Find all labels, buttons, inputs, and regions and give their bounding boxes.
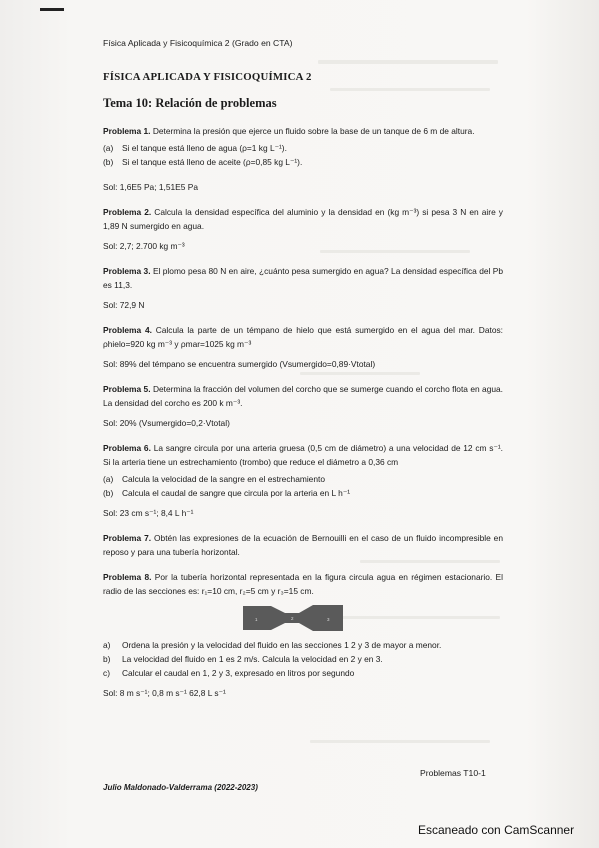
problem-6-items [103, 472, 503, 500]
camscanner-watermark: Escaneado con CamScanner [418, 823, 575, 837]
problem-5: Problema 5. Determina la fracción del volumen del corcho que se sumerge cuando el corcho flota en agua. La densidad del corcho es 200 k m⁻³. [103, 384, 503, 408]
document-subtitle: Tema 10: Relación de problemas [103, 96, 277, 110]
solution-5: Sol: 20% (Vsumergido=0,2·Vtotal) [103, 418, 230, 428]
solution-3: Sol: 72,9 N [103, 300, 145, 310]
problem-8: Problema 8. Por la tubería horizontal representada en la figura circula agua en régimen estacionario. El radio de las secciones es: r₁=10 cm, r₂=5 cm y r₃=15 cm. [103, 572, 503, 596]
problem-text: Determina la presión que ejerce un fluido sobre la base de un tanque de 6 m de altura. [152, 126, 475, 136]
problem-2: Problema 2. Calcula la densidad específica del aluminio y la densidad en (kg m⁻³) si pesa 3 N en aire y 1,89 N sumergido en agua. [103, 207, 503, 231]
solution-6: Sol: 23 cm s⁻¹; 8,4 L h⁻¹ [103, 508, 194, 518]
solution-4: Sol: 89% del témpano se encuentra sumergido (Vsumergido=0,89·Vtotal) [103, 359, 376, 369]
list-item: b) La velocidad del fluido en 1 es 2 m/s. Calcula la velocidad en 2 y en 3. [103, 654, 383, 664]
list-item: (b) Si el tanque está lleno de aceite (ρ=0,85 kg L⁻¹). [103, 157, 303, 167]
section-label-2: 2 [291, 616, 294, 621]
problem-list [103, 124, 503, 700]
solution-2: Sol: 2,7; 2.700 kg m⁻³ [103, 241, 185, 251]
solution-8: Sol: 8 m s⁻¹; 0,8 m s⁻¹ 62,8 L s⁻¹ [103, 688, 226, 698]
problem-1-items [103, 141, 503, 169]
list-item: a) Ordena la presión y la velocidad del fluido en las secciones 1 2 y 3 de mayor a menor. [103, 640, 442, 650]
page-label: Problemas T10-1 [420, 768, 486, 778]
author-credit: Julio Maldonado-Valderrama (2022-2023) [103, 783, 258, 792]
problem-6: Problema 6. La sangre circula por una arteria gruesa (0,5 cm de diámetro) a una velocidad de 12 cm s⁻¹. Si la arteria tiene un estrechamiento (trombo) que reduce el diámetro a 0,36 cm [103, 443, 503, 467]
problem-8-items [103, 638, 503, 680]
document-title: FÍSICA APLICADA Y FISICOQUÍMICA 2 [103, 71, 312, 83]
list-item: (a) Calcula la velocidad de la sangre en el estrechamiento [103, 474, 325, 484]
list-item: c) Calcular el caudal en 1, 2 y 3, expresado en litros por segundo [103, 668, 355, 678]
section-label-1: 1 [255, 617, 258, 622]
list-item: (b) Calcula el caudal de sangre que circula por la arteria en L h⁻¹ [103, 488, 351, 498]
running-header: Física Aplicada y Fisicoquímica 2 (Grado en CTA) [103, 38, 293, 48]
solution-1: Sol: 1,6E5 Pa; 1,51E5 Pa [103, 182, 198, 192]
pipe-figure [243, 605, 343, 631]
problem-1 [103, 124, 503, 138]
problem-7: Problema 7. Obtén las expresiones de la ecuación de Bernouilli en el caso de un fluido incompresible en reposo y para una tubería horizontal. [103, 533, 503, 557]
section-label-3: 3 [327, 617, 330, 622]
problem-4: Problema 4. Calcula la parte de un témpano de hielo que está sumergido en el agua del mar. Datos: ρhielo=920 kg m⁻³ y ρmar=1025 kg m⁻³ [103, 325, 503, 349]
problem-3: Problema 3. El plomo pesa 80 N en aire, ¿cuánto pesa sumergido en agua? La densidad específica del Pb es 11,3. [103, 266, 504, 290]
problem-label: Problema 1. [103, 126, 151, 136]
scan-edge-mark [40, 8, 64, 11]
list-item: (a) Si el tanque está lleno de agua (ρ=1 kg L⁻¹). [103, 143, 287, 153]
